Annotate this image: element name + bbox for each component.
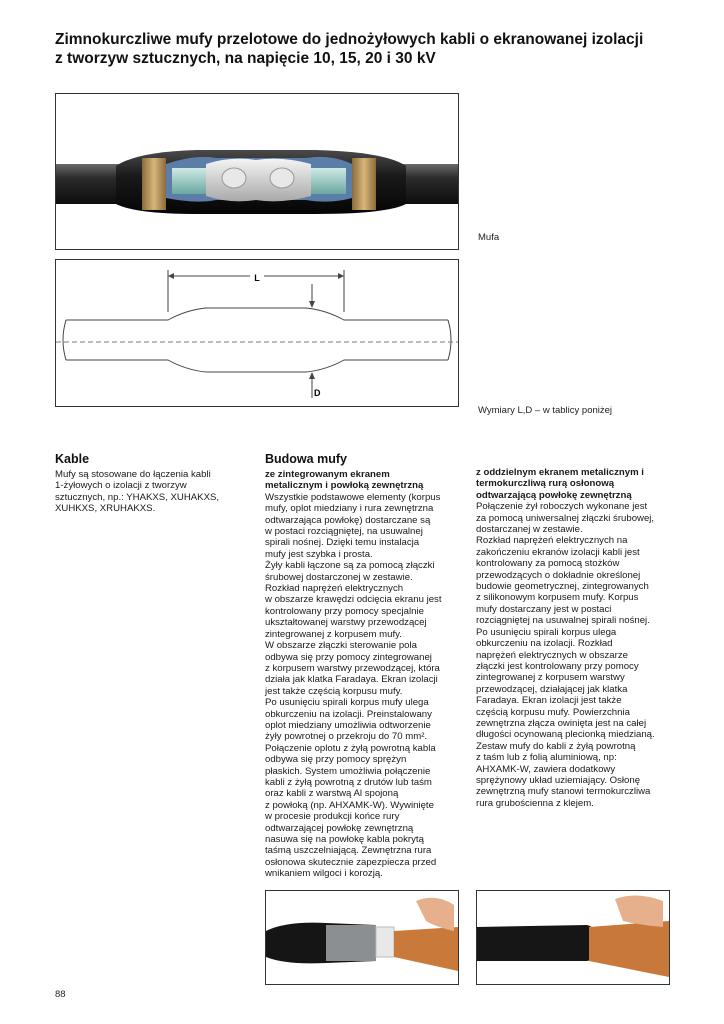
- oddzielny-line: dostarczanej w zestawie.: [476, 524, 583, 536]
- budowa-line: ukształtowanej warstwy przewodzącej: [265, 617, 427, 629]
- oddzielny-line: długości ocynowaną plecionką miedzianą.: [476, 729, 655, 741]
- oddzielny-line: złączki jest kontrolowany przy pomocy: [476, 660, 639, 672]
- budowa-line: mufy jest szybka i prosta.: [265, 548, 373, 560]
- oddzielny-line: z silikonowym korpusem mufy. Korpus: [476, 592, 639, 604]
- oddzielny-line: za pomocą uniwersalnej złączki śrubowej,: [476, 512, 655, 524]
- budowa-line: płaskich. System umożliwia połączenie: [265, 765, 431, 777]
- budowa-line: w obszarze krawędzi odcięcia ekranu jest: [265, 594, 442, 606]
- L-arrow-left: [168, 273, 174, 279]
- budowa-line: odbywa się przy pomocy zintegrowanej: [265, 651, 432, 663]
- budowa-subheading-line: metalicznym i powłoką zewnętrzną: [265, 480, 424, 492]
- photo1-white-layer: [376, 927, 394, 957]
- oddzielny-line: Faradaya. Ekran izolacji jest także: [476, 695, 622, 707]
- budowa-subheading-line: ze zintegrowanym ekranem: [265, 469, 390, 480]
- copper-mesh-right: [352, 158, 376, 210]
- budowa-heading: Budowa mufy: [265, 452, 347, 466]
- D-arrow-top: [309, 301, 315, 308]
- budowa-line: Rozkład naprężeń elektrycznych: [265, 583, 404, 595]
- oddzielny-line: budowie geometrycznej, zintegrowanych: [476, 581, 649, 593]
- budowa-line: śrubowej dostarczonej w zestawie.: [265, 571, 413, 583]
- drawing-caption: Wymiary L,D – w tablicy poniżej: [478, 405, 613, 416]
- bolt-left: [222, 168, 246, 188]
- oddzielny-line: sprężynowy układ uziemiający. Osłonę: [476, 774, 641, 786]
- oddzielny-line: z taśm lub z folią aluminiową, np:: [476, 752, 617, 764]
- installation-photo-2: [476, 890, 670, 985]
- kable-line: sztucznych, np.: YHAKXS, XUHAKXS,: [55, 491, 220, 503]
- budowa-line: mufy, oplot miedziany i rura zewnętrzna: [265, 503, 434, 515]
- drawing-top-outline: [66, 308, 448, 320]
- installation-photo-2-illustration: [477, 891, 669, 984]
- oddzielny-line: rozciągniętej na usuwalnej spirali nośnej.: [476, 615, 650, 627]
- drawing-right-end: [448, 320, 451, 360]
- photo1-braid: [326, 925, 376, 961]
- photo2-cable-black: [477, 925, 597, 961]
- budowa-line: nasuwa się na powłokę kabla pokrytą: [265, 834, 424, 845]
- oddzielny-line: rura grubościenna z klejem.: [476, 797, 594, 809]
- oddzielny-line: zakończeniu ekranów izolacji kabli jest: [476, 546, 640, 558]
- dimension-drawing-frame: [55, 259, 459, 407]
- budowa-line: działa jak klatka Faradaya. Ekran izolacji: [265, 674, 438, 686]
- budowa-line: odtwarzającej powłokę zewnętrzną: [265, 822, 414, 834]
- oddzielny-line: zintegrowanej z korpusem warstwy: [476, 672, 625, 684]
- oddzielny-line: kontrolowany za pomocą stożków: [476, 558, 620, 570]
- budowa-line: odbywa się przy pomocy sprężyn: [265, 754, 407, 766]
- budowa-line: taśmą uszczelniającą. Zewnętrzna rura: [265, 845, 432, 857]
- photo-caption: Mufa: [478, 232, 500, 243]
- budowa-line: jest także częścią korpusu mufy.: [265, 685, 403, 697]
- kable-line: Mufy są stosowane do łączenia kabli: [55, 469, 211, 480]
- oddzielny-line: częścią korpusu mufy. Powierzchnia: [476, 706, 630, 718]
- bolt-right: [270, 168, 294, 188]
- budowa-line: w procesie produkcji końce rury: [265, 811, 400, 823]
- drawing-left-end: [63, 320, 66, 360]
- budowa-line: osłonowa skutecznie zapezpiecza przed: [265, 856, 437, 868]
- oddzielny-subheading-line: termokurczliwą rurą osłonową: [476, 478, 615, 490]
- oddzielny-line: zewnętrzną mufy stanowi termokurczliwa: [476, 786, 651, 798]
- installation-photo-1-illustration: [266, 891, 458, 984]
- title-line-1: Zimnokurczliwe mufy przelotowe do jednożyłowych kabli o ekranowanej izolacji: [55, 31, 644, 48]
- dimension-drawing: [56, 260, 458, 406]
- kable-heading: Kable: [55, 452, 90, 466]
- page-number: 88: [55, 989, 66, 1000]
- budowa-line: Po usunięciu spirali korpus mufy ulega: [265, 697, 429, 709]
- oddzielny-subheading-line: odtwarzającą powłokę zewnętrzną: [476, 489, 632, 501]
- splice-cutaway-illustration: [56, 94, 458, 249]
- page-title: [55, 30, 675, 68]
- copper-mesh-left: [142, 158, 166, 210]
- kable-text: [55, 469, 255, 515]
- budowa-line: kabli z żyłą powrotną z drutów lub taśm: [265, 776, 432, 788]
- budowa-line: z korpusem warstwy przewodzącej, która: [265, 662, 440, 674]
- budowa-line: oplot miedziany umożliwia odtworzenie: [265, 719, 431, 731]
- oddzielny-subheading-line: z oddzielnym ekranem metalicznym i: [476, 467, 644, 478]
- oddzielny-line: Połączenie żył roboczych wykonane jest: [476, 501, 648, 513]
- oddzielny-line: AHXAMK-W, zawiera dodatkowy: [476, 763, 616, 775]
- budowa-line: spirali nośnej. Dzięki temu instalacja: [265, 537, 420, 549]
- D-label: D: [314, 388, 321, 398]
- oddzielny-line: zewnętrzna złącza owinięta jest na całej: [476, 717, 647, 729]
- budowa-line: zintegrowanej z korpusem mufy.: [265, 628, 402, 640]
- kable-line: 1-żyłowych o izolacji z tworzyw: [55, 480, 187, 492]
- budowa-line: Połączenie oplotu z żyłą powrotną kabla: [265, 742, 436, 754]
- budowa-text: [265, 469, 465, 880]
- budowa-line: W obszarze złączki sterowanie pola: [265, 640, 417, 652]
- title-line-2: z tworzyw sztucznych, na napięcie 10, 15, 20 i 30 kV: [55, 50, 436, 67]
- oddzielny-line: Rozkład naprężeń elektrycznych na: [476, 535, 628, 547]
- budowa-line: oraz kabli z warstwą Al spojoną: [265, 788, 399, 800]
- kable-line: XUHKXS, XRUHAKXS.: [55, 503, 156, 515]
- oddzielny-line: przewodzącej, działającej jak klatka: [476, 683, 628, 695]
- L-arrow-right: [338, 273, 344, 279]
- budowa-line: Żyły kabli łączone są za pomocą złączki: [265, 560, 435, 572]
- budowa-line: odtwarzająca powłokę) dostarczane są: [265, 514, 431, 526]
- oddzielny-line: obkurczeniu na izolacji. Rozkład: [476, 638, 613, 650]
- budowa-line: Wszystkie podstawowe elementy (korpus: [265, 491, 441, 503]
- L-label: L: [254, 273, 260, 283]
- budowa-line: wnikaniem wilgoci i korozją.: [265, 868, 383, 880]
- oddzielny-line: Po usunięciu spirali korpus ulega: [476, 626, 617, 638]
- oddzielny-line: naprężeń elektrycznych w obszarze: [476, 649, 628, 661]
- drawing-bottom-outline: [66, 360, 448, 372]
- budowa-line: obkurczeniu na izolacji. Preinstalowany: [265, 708, 432, 720]
- splice-photo-frame: [55, 93, 459, 250]
- budowa-line: kontrolowany przy pomocy specjalnie: [265, 605, 424, 617]
- oddzielny-text: [476, 467, 686, 809]
- installation-photo-1: [265, 890, 459, 985]
- budowa-line: z powłoką (np. AHXAMK-W). Wywinięte: [265, 799, 434, 811]
- D-arrow-bottom: [309, 372, 315, 379]
- budowa-line: w postaci rozciągniętej, na usuwalnej: [265, 526, 423, 538]
- oddzielny-line: przewodzących o dokładnie określonej: [476, 569, 641, 581]
- oddzielny-line: mufy dostarczany jest w postaci: [476, 603, 612, 615]
- budowa-line: żyły powrotnej o przekroju do 70 mm².: [265, 731, 428, 743]
- oddzielny-line: Zestaw mufy do kabli z żyłą powrotną: [476, 740, 636, 752]
